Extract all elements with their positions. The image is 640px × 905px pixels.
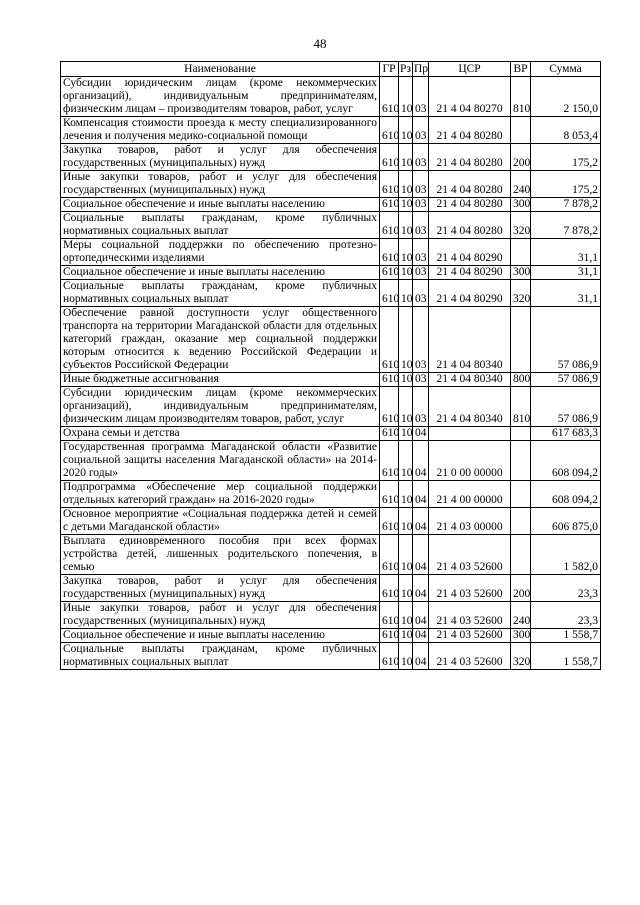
table-row — [61, 629, 601, 643]
cell-vr: 320 — [511, 643, 531, 670]
cell-vr: 320 — [511, 212, 531, 239]
cell-csr: 21 4 04 80290 — [429, 280, 511, 307]
cell-csr: 21 4 04 80290 — [429, 266, 511, 280]
cell-csr: 21 4 04 80280 — [429, 212, 511, 239]
cell-vr: 200 — [511, 575, 531, 602]
table-body — [61, 77, 601, 670]
cell-sum: 57 086,9 — [531, 307, 601, 373]
table-row — [61, 441, 601, 481]
cell-sum: 31,1 — [531, 266, 601, 280]
cell-gr: 610 — [380, 575, 399, 602]
cell-sum: 175,2 — [531, 144, 601, 171]
cell-rz: 10 — [399, 307, 413, 373]
table-row — [61, 535, 601, 575]
cell-pr: 03 — [413, 144, 429, 171]
cell-sum: 57 086,9 — [531, 387, 601, 427]
cell-vr — [511, 481, 531, 508]
cell-rz: 10 — [399, 373, 413, 387]
cell-rz: 10 — [399, 266, 413, 280]
header-vr: ВР — [511, 62, 531, 77]
cell-pr: 03 — [413, 117, 429, 144]
cell-sum: 175,2 — [531, 171, 601, 198]
table-row — [61, 307, 601, 373]
cell-pr: 03 — [413, 387, 429, 427]
cell-gr: 610 — [380, 373, 399, 387]
cell-gr: 610 — [380, 239, 399, 266]
cell-vr: 300 — [511, 198, 531, 212]
cell-name: Иные бюджетные ассигнования — [61, 373, 380, 387]
page-number: 48 — [313, 36, 327, 51]
cell-vr — [511, 508, 531, 535]
cell-rz: 10 — [399, 117, 413, 144]
cell-name: Охрана семьи и детства — [61, 427, 380, 441]
cell-gr: 610 — [380, 266, 399, 280]
table-row — [61, 171, 601, 198]
cell-name: Закупка товаров, работ и услуг для обеспечения государственных (муниципальных) нужд — [61, 144, 380, 171]
header-rz: Рз — [400, 63, 411, 75]
cell-csr: 21 4 03 00000 — [429, 508, 511, 535]
cell-name: Субсидии юридическим лицам (кроме некоммерческих организаций), индивидуальным предпринимателям, физическим лицам производителям товаров, работ, услуг — [61, 387, 380, 427]
header-sum: Сумма — [531, 62, 601, 77]
cell-rz: 10 — [399, 212, 413, 239]
cell-gr: 610 — [380, 643, 399, 670]
cell-vr — [511, 239, 531, 266]
cell-gr: 610 — [380, 144, 399, 171]
cell-name: Подпрограмма «Обеспечение мер социальной поддержки отдельных категорий граждан» на 2016-2020 годы» — [61, 481, 380, 508]
cell-rz: 10 — [399, 77, 413, 117]
table-header-row — [61, 62, 601, 77]
table-row — [61, 373, 601, 387]
cell-rz: 10 — [399, 535, 413, 575]
header-pr: Пр — [414, 63, 429, 75]
cell-vr — [511, 441, 531, 481]
cell-sum: 57 086,9 — [531, 373, 601, 387]
cell-name: Основное мероприятие «Социальная поддержка детей и семей с детьми Магаданской области» — [61, 508, 380, 535]
cell-name: Государственная программа Магаданской области «Развитие социальной защиты населения Магаданской области» на 2014-2020 годы» — [61, 441, 380, 481]
cell-rz: 10 — [399, 144, 413, 171]
cell-csr: 21 4 04 80280 — [429, 144, 511, 171]
header-gr: ГР — [380, 62, 399, 77]
cell-pr: 04 — [413, 602, 429, 629]
cell-vr: 200 — [511, 144, 531, 171]
cell-sum: 1 558,7 — [531, 643, 601, 670]
cell-vr: 800 — [511, 373, 531, 387]
cell-sum: 617 683,3 — [531, 427, 601, 441]
cell-sum: 1 582,0 — [531, 535, 601, 575]
table-row — [61, 117, 601, 144]
cell-pr: 03 — [413, 239, 429, 266]
header-csr: ЦСР — [429, 62, 511, 77]
cell-csr: 21 4 03 52600 — [429, 575, 511, 602]
cell-name: Иные закупки товаров, работ и услуг для обеспечения государственных (муниципальных) нужд — [61, 602, 380, 629]
cell-vr — [511, 117, 531, 144]
cell-pr: 03 — [413, 77, 429, 117]
cell-sum: 31,1 — [531, 280, 601, 307]
cell-gr: 610 — [380, 441, 399, 481]
cell-gr: 610 — [380, 508, 399, 535]
cell-pr: 04 — [413, 535, 429, 575]
cell-sum: 2 150,0 — [531, 77, 601, 117]
cell-csr: 21 4 03 52600 — [429, 643, 511, 670]
budget-table — [60, 61, 601, 670]
cell-name: Социальные выплаты гражданам, кроме публичных нормативных социальных выплат — [61, 280, 380, 307]
cell-gr: 610 — [380, 629, 399, 643]
cell-sum: 23,3 — [531, 602, 601, 629]
cell-name: Субсидии юридическим лицам (кроме некоммерческих организаций), индивидуальным предпринимателям, физическим лицам – производителям товаров, работ, услуг — [61, 77, 380, 117]
cell-gr: 610 — [380, 77, 399, 117]
cell-sum: 31,1 — [531, 239, 601, 266]
table-row — [61, 643, 601, 670]
cell-csr: 21 4 04 80280 — [429, 117, 511, 144]
cell-name: Компенсация стоимости проезда к месту специализированного лечения и получения медико-социальной помощи — [61, 117, 380, 144]
cell-gr: 610 — [380, 117, 399, 144]
cell-pr: 04 — [413, 629, 429, 643]
cell-gr: 610 — [380, 307, 399, 373]
cell-rz: 10 — [399, 239, 413, 266]
cell-pr: 03 — [413, 198, 429, 212]
cell-pr: 04 — [413, 508, 429, 535]
cell-rz: 10 — [399, 602, 413, 629]
table-row — [61, 602, 601, 629]
cell-vr: 320 — [511, 280, 531, 307]
cell-csr — [429, 427, 511, 441]
cell-name: Обеспечение равной доступности услуг общественного транспорта на территории Магаданской области для отдельных категорий граждан, оказание мер социальной поддержки которым относится к ведению Российской Федерации и субъектов Российской Федерации — [61, 307, 380, 373]
header-name: Наименование — [61, 62, 380, 77]
cell-vr: 300 — [511, 266, 531, 280]
cell-gr: 610 — [380, 602, 399, 629]
cell-name: Социальные выплаты гражданам, кроме публичных нормативных социальных выплат — [61, 643, 380, 670]
cell-rz: 10 — [399, 280, 413, 307]
cell-rz: 10 — [399, 171, 413, 198]
cell-vr — [511, 427, 531, 441]
cell-pr: 04 — [413, 441, 429, 481]
cell-gr: 610 — [380, 535, 399, 575]
cell-csr: 21 4 00 00000 — [429, 481, 511, 508]
cell-vr: 810 — [511, 387, 531, 427]
cell-csr: 21 4 03 52600 — [429, 535, 511, 575]
table-row — [61, 198, 601, 212]
cell-pr: 04 — [413, 575, 429, 602]
cell-sum: 608 094,2 — [531, 441, 601, 481]
cell-csr: 21 4 04 80270 — [429, 77, 511, 117]
table-row — [61, 77, 601, 117]
cell-sum: 8 053,4 — [531, 117, 601, 144]
cell-vr: 300 — [511, 629, 531, 643]
cell-gr: 610 — [380, 171, 399, 198]
cell-sum: 608 094,2 — [531, 481, 601, 508]
cell-csr: 21 4 03 52600 — [429, 629, 511, 643]
cell-rz: 10 — [399, 575, 413, 602]
cell-vr: 240 — [511, 171, 531, 198]
cell-name: Социальные выплаты гражданам, кроме публичных нормативных социальных выплат — [61, 212, 380, 239]
cell-vr: 240 — [511, 602, 531, 629]
cell-csr: 21 4 04 80280 — [429, 198, 511, 212]
cell-sum: 7 878,2 — [531, 198, 601, 212]
cell-pr: 03 — [413, 307, 429, 373]
table-row — [61, 387, 601, 427]
cell-rz: 10 — [399, 198, 413, 212]
table-row — [61, 427, 601, 441]
cell-rz: 10 — [399, 481, 413, 508]
cell-gr: 610 — [380, 280, 399, 307]
cell-gr: 610 — [380, 481, 399, 508]
cell-sum: 7 878,2 — [531, 212, 601, 239]
cell-vr — [511, 535, 531, 575]
cell-name: Социальное обеспечение и иные выплаты населению — [61, 629, 380, 643]
table-row — [61, 266, 601, 280]
cell-csr: 21 4 04 80340 — [429, 373, 511, 387]
cell-rz: 10 — [399, 387, 413, 427]
cell-pr: 03 — [413, 171, 429, 198]
table-row — [61, 481, 601, 508]
cell-pr: 03 — [413, 280, 429, 307]
cell-rz: 10 — [399, 629, 413, 643]
cell-csr: 21 4 04 80280 — [429, 171, 511, 198]
cell-gr: 610 — [380, 387, 399, 427]
cell-pr: 03 — [413, 266, 429, 280]
cell-pr: 03 — [413, 212, 429, 239]
cell-name: Социальное обеспечение и иные выплаты населению — [61, 266, 380, 280]
cell-gr: 610 — [380, 198, 399, 212]
table-row — [61, 212, 601, 239]
cell-sum: 23,3 — [531, 575, 601, 602]
cell-name: Выплата единовременного пособия при всех формах устройства детей, лишенных родительского попечения, в семью — [61, 535, 380, 575]
table-row — [61, 575, 601, 602]
table-row — [61, 280, 601, 307]
table-row — [61, 508, 601, 535]
cell-pr: 04 — [413, 643, 429, 670]
cell-pr: 04 — [413, 427, 429, 441]
cell-gr: 610 — [380, 212, 399, 239]
table-row — [61, 239, 601, 266]
cell-name: Закупка товаров, работ и услуг для обеспечения государственных (муниципальных) нужд — [61, 575, 380, 602]
cell-rz: 10 — [399, 427, 413, 441]
cell-name: Иные закупки товаров, работ и услуг для обеспечения государственных (муниципальных) нужд — [61, 171, 380, 198]
table-row — [61, 144, 601, 171]
cell-pr: 04 — [413, 481, 429, 508]
cell-sum: 1 558,7 — [531, 629, 601, 643]
cell-csr: 21 4 03 52600 — [429, 602, 511, 629]
cell-sum: 606 875,0 — [531, 508, 601, 535]
cell-rz: 10 — [399, 441, 413, 481]
cell-vr: 810 — [511, 77, 531, 117]
cell-csr: 21 4 04 80290 — [429, 239, 511, 266]
cell-gr: 610 — [380, 427, 399, 441]
cell-rz: 10 — [399, 508, 413, 535]
cell-vr — [511, 307, 531, 373]
cell-name: Меры социальной поддержки по обеспечению протезно-ортопедическими изделиями — [61, 239, 380, 266]
cell-csr: 21 4 04 80340 — [429, 387, 511, 427]
cell-csr: 21 4 04 80340 — [429, 307, 511, 373]
cell-name: Социальное обеспечение и иные выплаты населению — [61, 198, 380, 212]
cell-pr: 03 — [413, 373, 429, 387]
cell-csr: 21 0 00 00000 — [429, 441, 511, 481]
cell-rz: 10 — [399, 643, 413, 670]
